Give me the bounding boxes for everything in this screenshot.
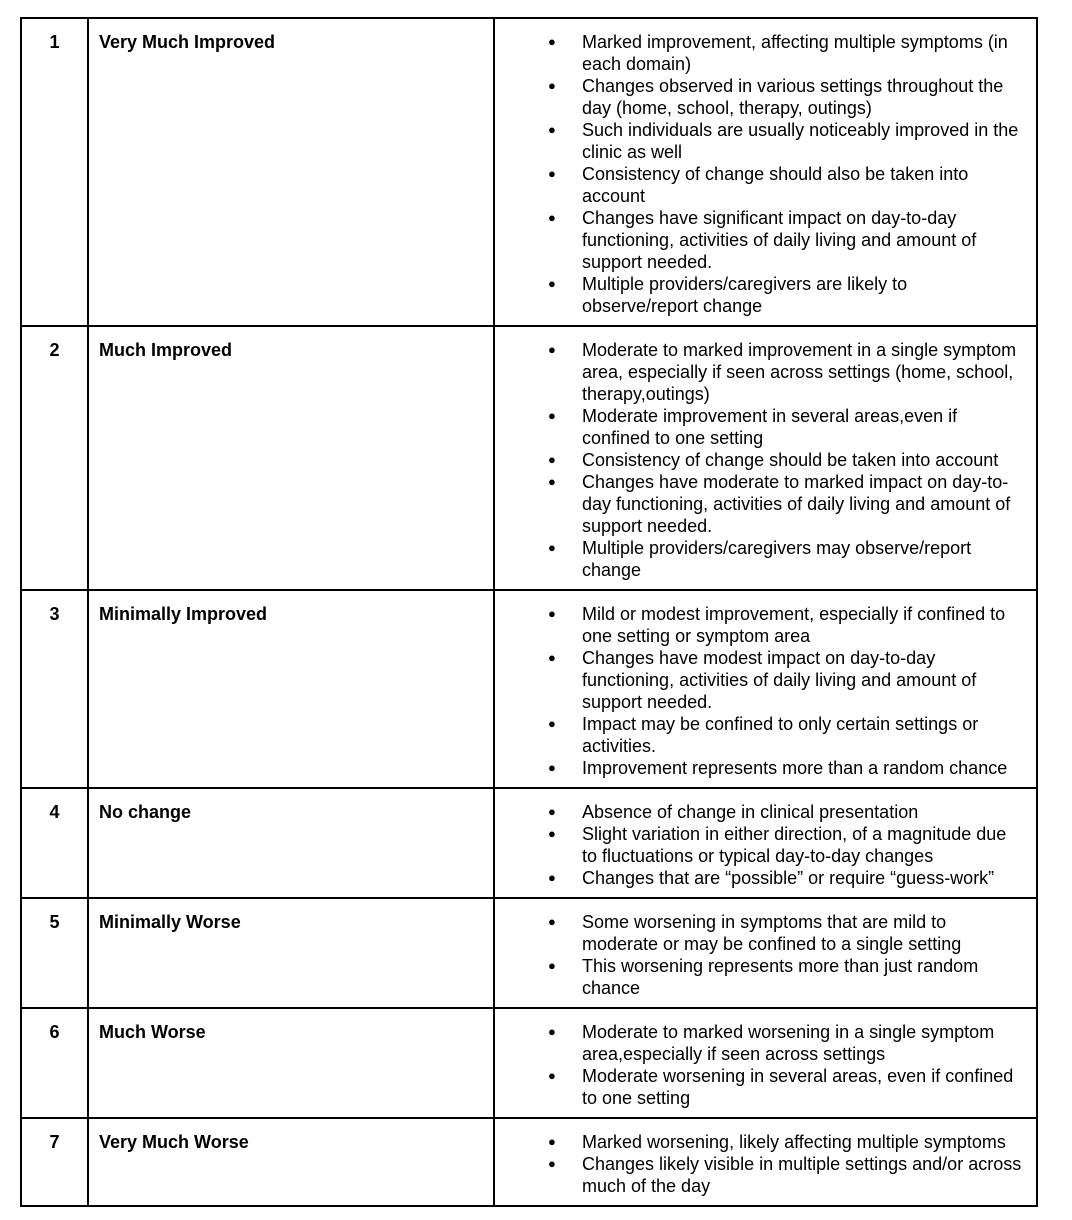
table-row [21, 18, 1037, 326]
score-number: 1 [21, 18, 88, 326]
list-item: ● Changes have significant impact on day-to-day functioning, activities of daily living and amount of support needed. [582, 207, 1026, 273]
list-item: ● Changes that are “possible” or require “guess-work” [582, 867, 1026, 889]
list-item: ● Changes have modest impact on day-to-day functioning, activities of daily living and amount of support needed. [582, 647, 1026, 713]
list-item: ● Marked worsening, likely affecting multiple symptoms [582, 1131, 1026, 1153]
list-item: ● Changes likely visible in multiple settings and/or across much of the day [582, 1153, 1026, 1197]
list-item: ● Multiple providers/caregivers may observe/report change [582, 537, 1026, 581]
table-row [21, 788, 1037, 898]
list-item: ● Impact may be confined to only certain settings or activities. [582, 713, 1026, 757]
list-item: ● Multiple providers/caregivers are likely to observe/report change [582, 273, 1026, 317]
score-label: Minimally Improved [88, 590, 494, 788]
list-item: ● Mild or modest improvement, especially if confined to one setting or symptom area [582, 603, 1026, 647]
table-row [21, 590, 1037, 788]
score-label: Much Worse [88, 1008, 494, 1118]
score-number: 3 [21, 590, 88, 788]
list-item: ● Moderate worsening in several areas, even if confined to one setting [582, 1065, 1026, 1109]
criteria-list [505, 339, 1026, 581]
score-number: 7 [21, 1118, 88, 1206]
score-label: Minimally Worse [88, 898, 494, 1008]
list-item: ● Marked improvement, affecting multiple symptoms (in each domain) [582, 31, 1026, 75]
score-number: 5 [21, 898, 88, 1008]
score-label: Much Improved [88, 326, 494, 590]
list-item: ● Absence of change in clinical presentation [582, 801, 1026, 823]
score-number: 6 [21, 1008, 88, 1118]
improvement-scale-body [21, 18, 1037, 1206]
table-row [21, 898, 1037, 1008]
criteria-list [505, 603, 1026, 779]
score-description [494, 18, 1037, 326]
criteria-list [505, 31, 1026, 317]
table-row [21, 1008, 1037, 1118]
list-item: ● Moderate improvement in several areas,even if confined to one setting [582, 405, 1026, 449]
score-description [494, 326, 1037, 590]
improvement-scale-table [20, 17, 1038, 1207]
list-item: ● Slight variation in either direction, of a magnitude due to fluctuations or typical day-to-day changes [582, 823, 1026, 867]
score-number: 2 [21, 326, 88, 590]
list-item: ● Changes observed in various settings throughout the day (home, school, therapy, outings) [582, 75, 1026, 119]
score-label: No change [88, 788, 494, 898]
list-item: ● Consistency of change should be taken into account [582, 449, 1026, 471]
list-item: ● Improvement represents more than a random chance [582, 757, 1026, 779]
list-item: ● Some worsening in symptoms that are mild to moderate or may be confined to a single setting [582, 911, 1026, 955]
score-description [494, 898, 1037, 1008]
score-number: 4 [21, 788, 88, 898]
score-label: Very Much Worse [88, 1118, 494, 1206]
score-description [494, 1008, 1037, 1118]
score-description [494, 1118, 1037, 1206]
list-item: ● Changes have moderate to marked impact on day-to-day functioning, activities of daily living and amount of support needed. [582, 471, 1026, 537]
criteria-list [505, 1131, 1026, 1197]
criteria-list [505, 1021, 1026, 1109]
criteria-list [505, 911, 1026, 999]
list-item: ● Consistency of change should also be taken into account [582, 163, 1026, 207]
criteria-list [505, 801, 1026, 889]
list-item: ● Moderate to marked improvement in a single symptom area, especially if seen across settings (home, school, therapy,outings) [582, 339, 1026, 405]
score-label: Very Much Improved [88, 18, 494, 326]
table-row [21, 1118, 1037, 1206]
score-description [494, 590, 1037, 788]
score-description [494, 788, 1037, 898]
list-item: ● This worsening represents more than just random chance [582, 955, 1026, 999]
list-item: ● Such individuals are usually noticeably improved in the clinic as well [582, 119, 1026, 163]
table-row [21, 326, 1037, 590]
list-item: ● Moderate to marked worsening in a single symptom area,especially if seen across settings [582, 1021, 1026, 1065]
